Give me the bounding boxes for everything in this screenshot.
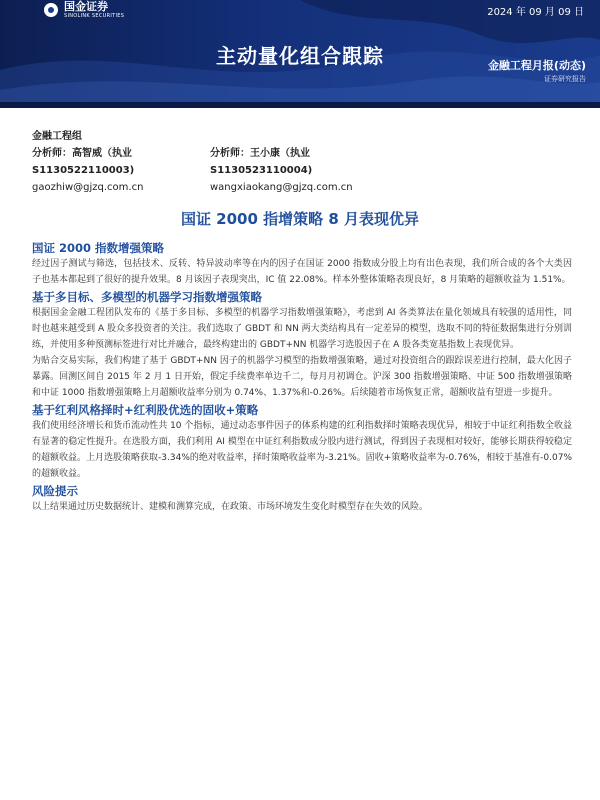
report-type: 金融工程月报(动态) [487,59,586,72]
header-banner [0,0,600,108]
section-paragraph: 根据国金金融工程团队发布的《基于多目标、多模型的机器学习指数增强策略》，考虑到 AI 各类算法在量化领域具有较强的适用性，同时也越来越受到 A 股众多投资者的关注。我们选取了 GBDT 和 NN 两大类结构具有一定差异的模型，选取不同的特征数据集进行分别训练，并使用多种预测标签进行对比并融合，最终构建出的 GBDT+NN 机器学习选股因子在 A 股各类宽基指数上表现优异。 [32,308,572,350]
section-heading: 国证 2000 指数增强策略 [32,241,165,255]
section-paragraph: 为贴合交易实际，我们构建了基于 GBDT+NN 因子的机器学习模型的指数增强策略，通过对投资组合的跟踪误差进行控制，最大化因子暴露。回测区间自 2015 年 2 月 1 日开始，假定手续费率单边千二，每月月初调仓。沪深 300 指数增强策略、中证 500 指数增强策略和中证 1000 指数增强策略上月超额收益率分别为 0.74%、1.37%和-0.26%。后续随着市场恢复正常，超额收益有望进一步提升。 [32,356,572,398]
logo-icon [44,3,58,17]
section-paragraph: 经过因子测试与筛选，包括技术、反转、特异波动率等在内的因子在国证 2000 指数成分股上均有出色表现，我们所合成的各个大类因子也基本都起到了很好的提升效果。8 月该因子表现突出，IC 值 22.08%。样本外整体策略表现良好，8 月策略的超额收益为 1.51%。 [32,259,572,285]
section-paragraph: 以上结果通过历史数据统计、建模和测算完成，在政策、市场环境发生变化时模型存在失效的风险。 [32,502,429,512]
analyst-email[interactable]: gaozhiw@gjzq.com.cn [32,182,144,193]
report-body [32,240,572,515]
banner-divider [0,102,600,108]
analyst-name: 分析师：王小康（执业 [210,148,310,159]
logo-english: SINOLINK SECURITIES [64,13,125,19]
analyst-name: 分析师：高智威（执业 [32,148,132,159]
analyst-cert: S1130522110003) [32,165,135,176]
main-title: 国证 2000 指增策略 8 月表现优异 [180,210,420,228]
report-date: 2024 年 09 月 09 日 [487,7,584,18]
logo-name: 国金证券 [64,0,108,13]
section-heading: 基于多目标、多模型的机器学习指数增强策略 [32,290,262,304]
group-label: 金融工程组 [32,131,82,142]
section-paragraph: 我们使用经济增长和货币流动性共 10 个指标，通过动态事件因子的体系构建的红利指数择时策略表现优异，相较于中证红利指数全收益有显著的稳定性提升。在选股方面，我们利用 AI 模型在中证红利指数成分股内进行测试，得到因子表现相对较好，能够长期获得较稳定的超额收益。上月选股策略获取-3.34%的绝对收益率，择时策略收益率为-3.21%。固收+策略收益率为-0.76%，相较于基准有-0.07%的超额收益。 [32,421,572,479]
analyst-1 [32,145,210,196]
analyst-2 [210,145,388,196]
section-heading: 基于红利风格择时+红利股优选的固收+策略 [32,403,259,417]
analyst-block [32,128,572,196]
logo [44,0,124,20]
analyst-cert: S1130523110004) [210,165,313,176]
report-subtype: 证券研究报告 [544,75,586,83]
section-heading: 风险提示 [32,484,78,498]
report-title: 主动量化组合跟踪 [216,44,384,68]
analyst-email[interactable]: wangxiaokang@gjzq.com.cn [210,182,353,193]
